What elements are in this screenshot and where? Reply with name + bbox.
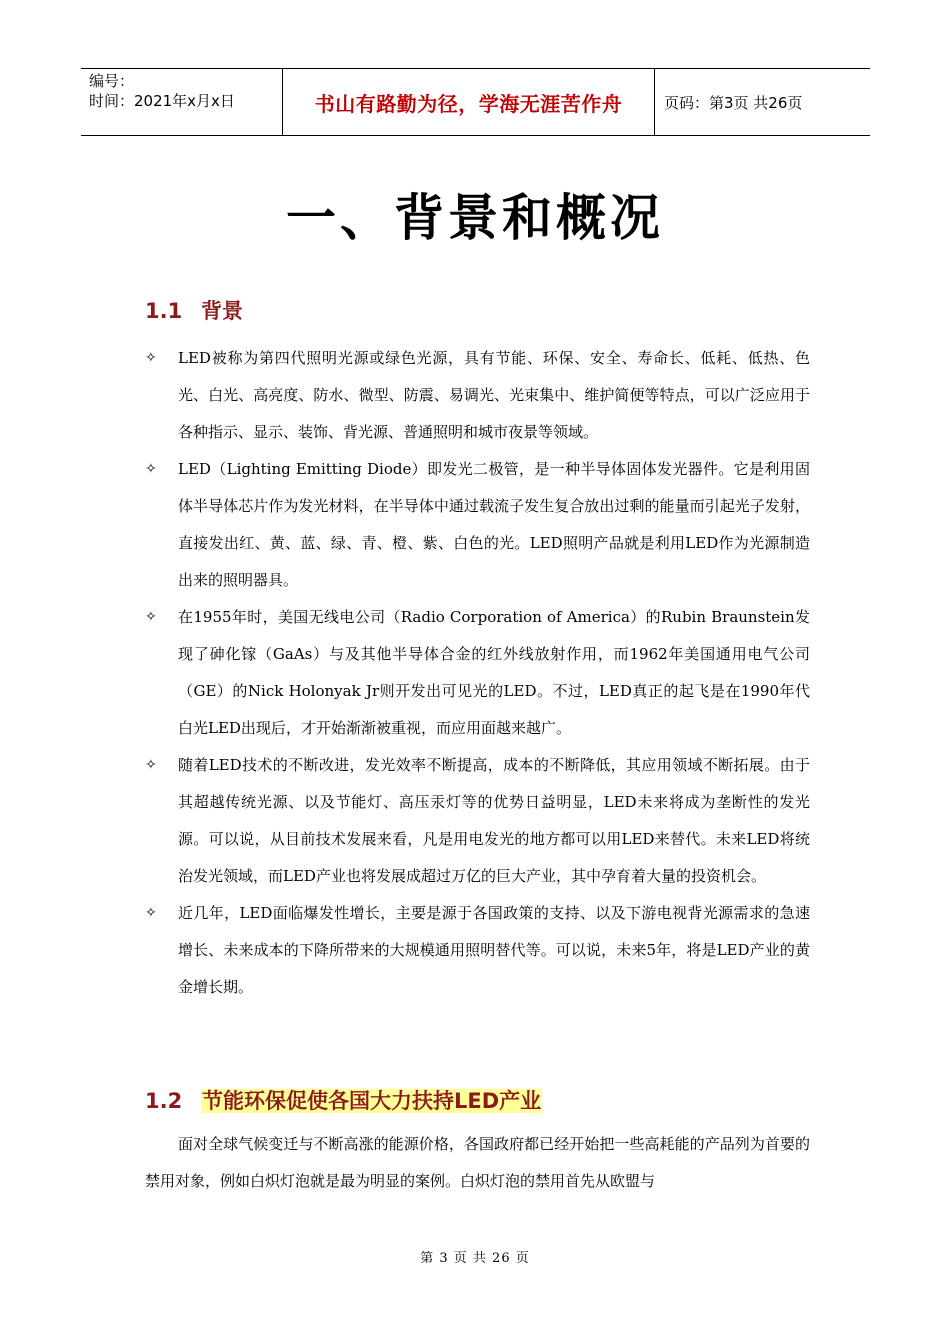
list-item	[145, 340, 810, 451]
section-heading-1-1	[145, 295, 243, 325]
section-number: 1.2	[145, 1089, 183, 1113]
time-label: 时间：2021年x月x日	[89, 92, 235, 110]
body-paragraph: 面对全球气候变迁与不断高涨的能源价格，各国政府都已经开始把一些高耗能的产品列为首要的禁用对象，例如白炽灯泡就是最为明显的案例。白炽灯泡的禁用首先从欧盟与	[145, 1135, 810, 1190]
bullet-diamond-icon: ✧	[145, 350, 157, 366]
list-item-text: LED（Lighting Emitting Diode）即发光二极管，是一种半导体固体发光器件。它是利用固体半导体芯片作为发光材料，在半导体中通过载流子发生复合放出过剩的能量而引起光子发射，直接发出红、黄、蓝、绿、青、橙、紫、白色的光。LED照明产品就是利用LED作为光源制造出来的照明器具。	[178, 460, 810, 589]
section-title: 背景	[201, 299, 243, 323]
header-motto: 书山有路勤为径，学海无涯苦作舟	[282, 69, 655, 135]
list-item	[145, 599, 810, 747]
header-page-info: 页码：第3页 共26页	[664, 93, 803, 112]
section-heading-1-2	[145, 1085, 542, 1115]
bullet-diamond-icon: ✧	[145, 757, 157, 773]
page-footer: 第 3 页 共 26 页	[420, 1251, 530, 1266]
list-item	[145, 451, 810, 599]
number-label: 编号：	[89, 72, 135, 90]
list-item-text: LED被称为第四代照明光源或绿色光源，具有节能、环保、安全、寿命长、低耗、低热、色光、白光、高亮度、防水、微型、防震、易调光、光束集中、维护简便等特点，可以广泛应用于各种指示、显示、装饰、背光源、普通照明和城市夜景等领域。	[178, 349, 810, 441]
section-title: 节能环保促使各国大力扶持LED产业	[202, 1089, 542, 1113]
page-title: 一、背景和概况	[286, 189, 664, 247]
list-item	[145, 895, 810, 1006]
header-left-cell	[81, 69, 282, 135]
bullet-diamond-icon: ✧	[145, 609, 157, 625]
list-item	[145, 747, 810, 895]
header-table	[81, 68, 870, 136]
list-item-text: 在1955年时，美国无线电公司（Radio Corporation of America）的Rubin Braunstein发现了砷化镓（GaAs）与及其他半导体合金的红外线放射作用，而1962年美国通用电气公司（GE）的Nick Holonyak Jr则开发出可见光的LED。不过，LED真正的起飞是在1990年代白光LED出现后，才开始渐渐被重视，而应用面越来越广。	[178, 608, 810, 737]
bullet-diamond-icon: ✧	[145, 905, 157, 921]
section-number: 1.1	[145, 299, 183, 323]
list-item-text: 近几年，LED面临爆发性增长，主要是源于各国政策的支持、以及下游电视背光源需求的急速增长、未来成本的下降所带来的大规模通用照明替代等。可以说，未来5年，将是LED产业的黄金增长期。	[178, 904, 810, 996]
bullet-diamond-icon: ✧	[145, 461, 157, 477]
bullet-list	[145, 340, 810, 1006]
list-item-text: 随着LED技术的不断改进，发光效率不断提高，成本的不断降低，其应用领域不断拓展。由于其超越传统光源、以及节能灯、高压汞灯等的优势日益明显，LED未来将成为垄断性的发光源。可以说，从目前技术发展来看，凡是用电发光的地方都可以用LED来替代。未来LED将统治发光领域，而LED产业也将发展成超过万亿的巨大产业，其中孕育着大量的投资机会。	[178, 756, 810, 885]
